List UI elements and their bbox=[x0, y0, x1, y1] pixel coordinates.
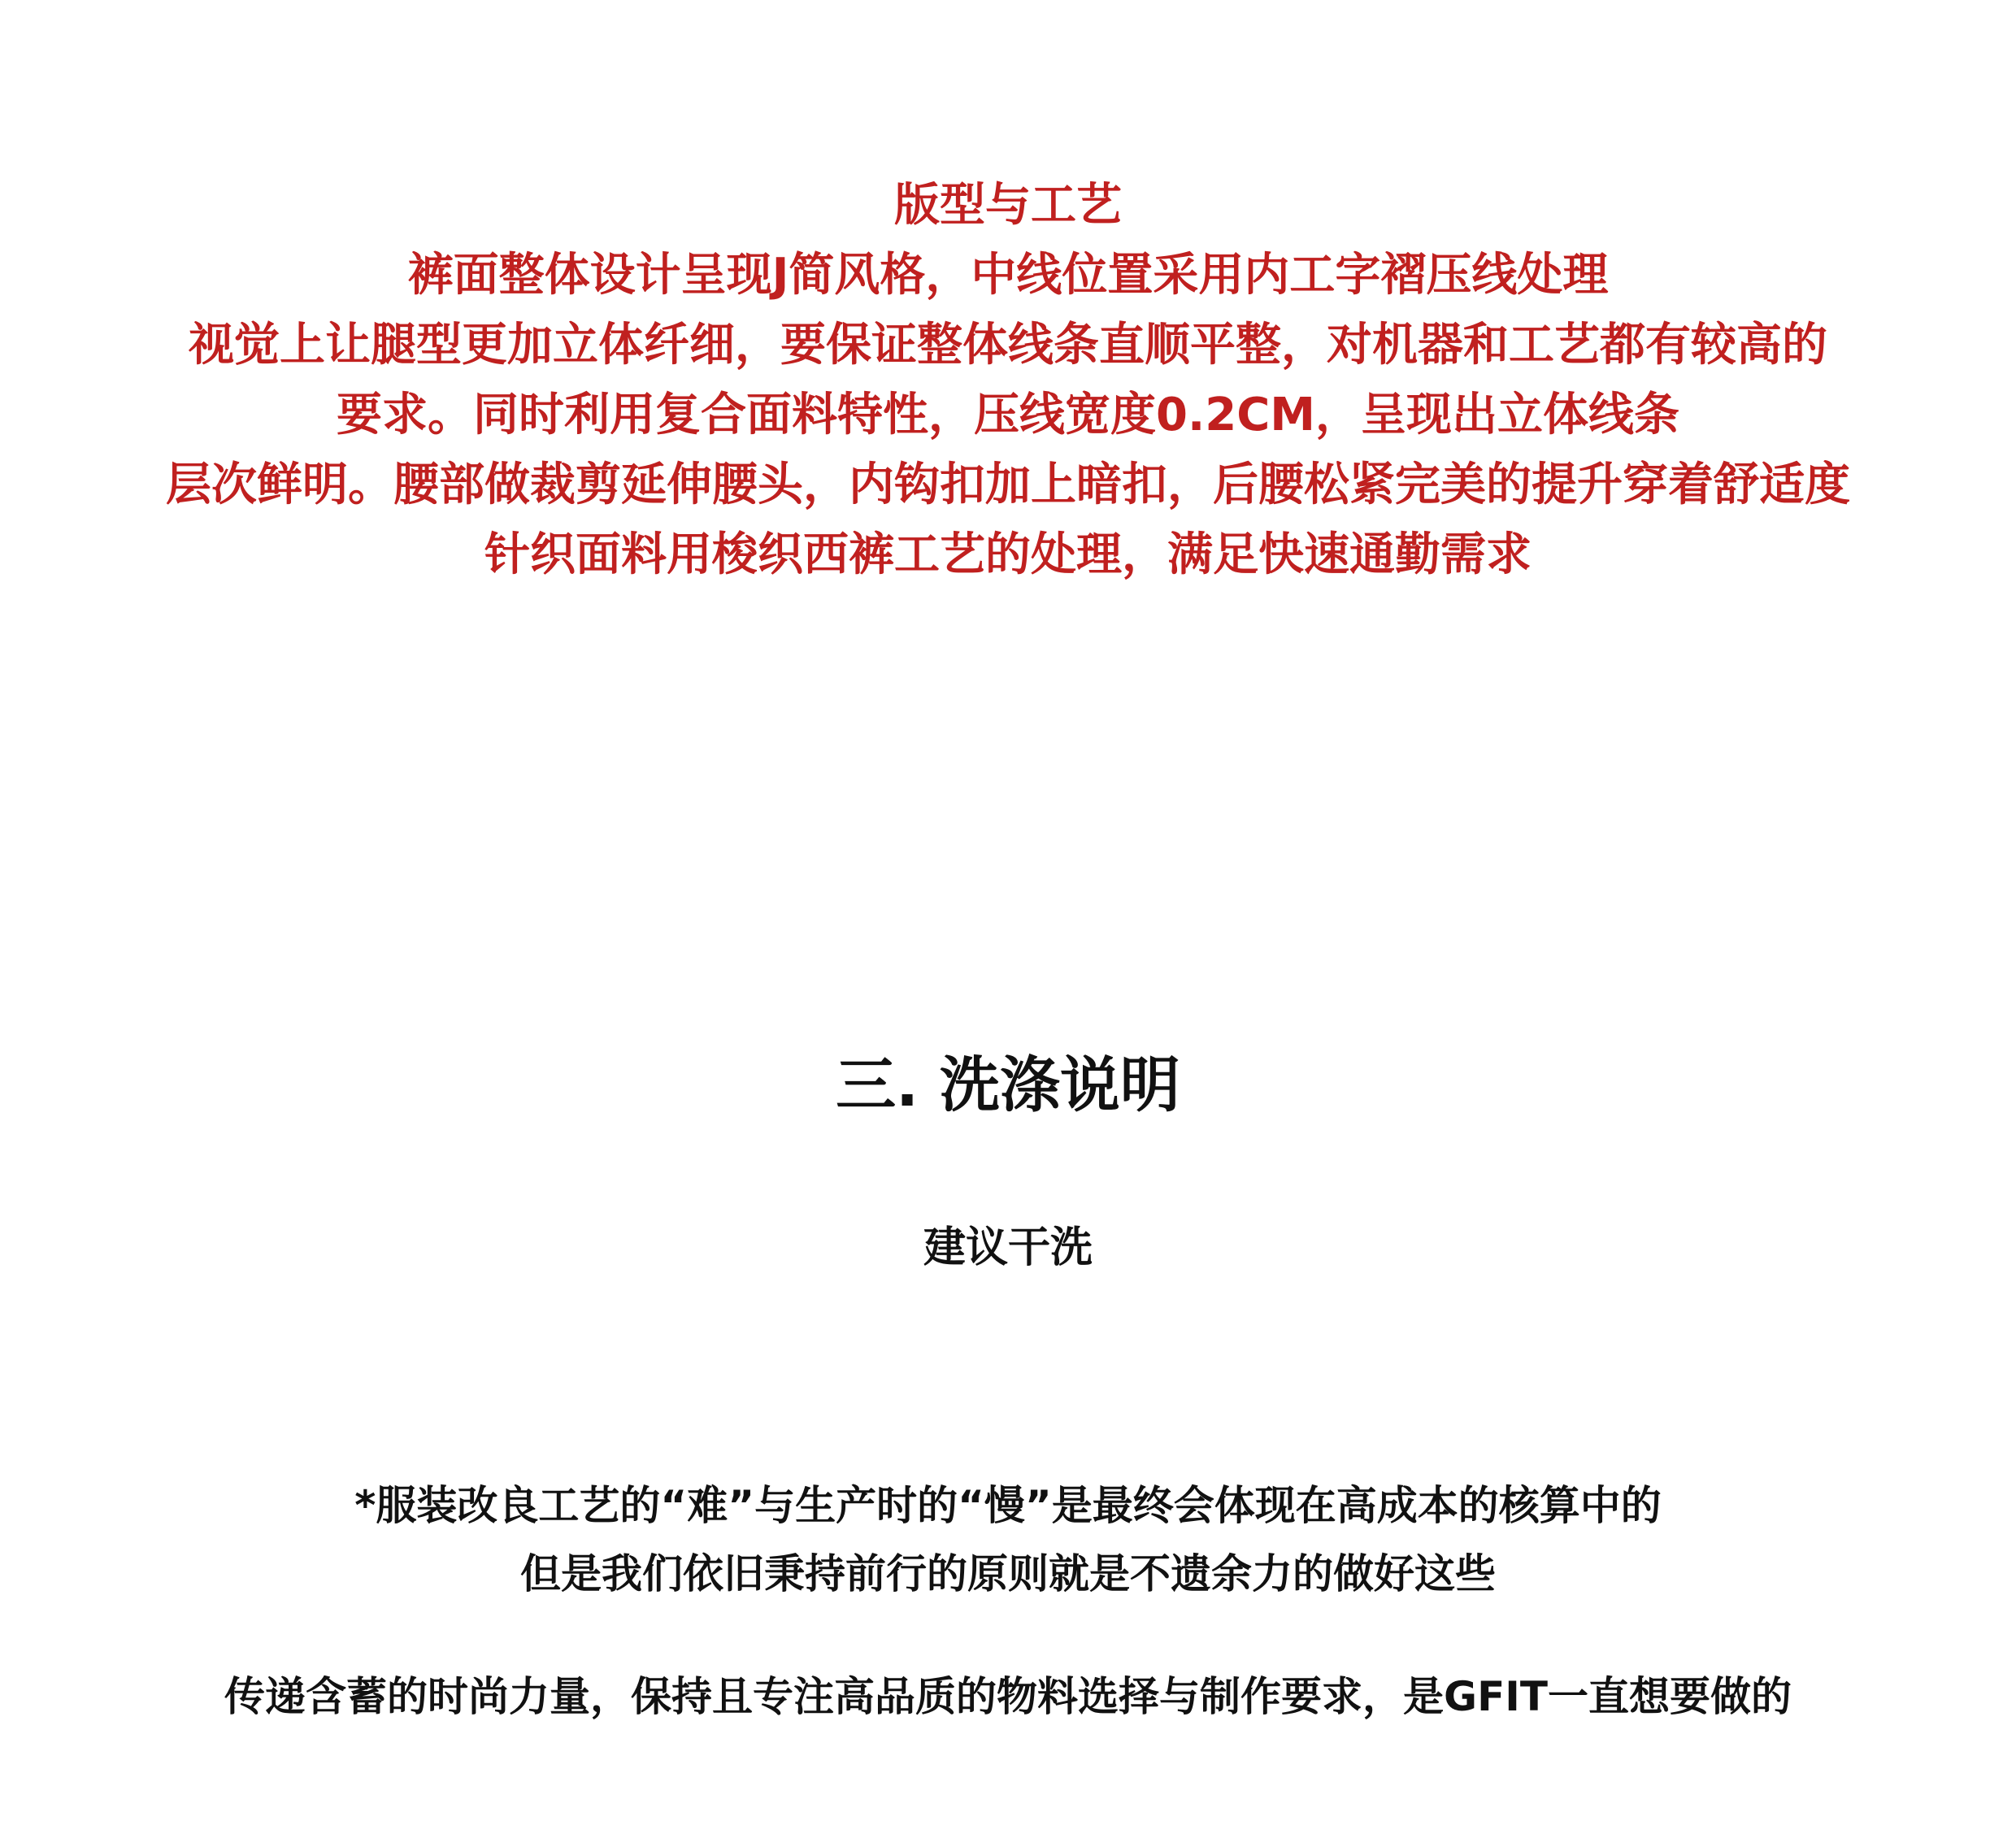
craft-line-2: 视觉上让腿型更加立体纤细，要保证整体线条直顺平整，对机器和工艺都有较高的 bbox=[189, 319, 1827, 372]
craft-title: 版型与工艺 bbox=[894, 179, 1122, 232]
wash-section-title: 三. 洗涤说明 bbox=[836, 1050, 1180, 1120]
wash-advice: 建议干洗 bbox=[923, 1223, 1093, 1272]
note-line-1: *服装改良工艺的“难”与生产时的“慢”是最终会体现在高成本的核算中的 bbox=[354, 1482, 1662, 1529]
note-line-2: 但是我们依旧秉持前行的原则就是不遗余力的做好这些 bbox=[520, 1550, 1496, 1597]
craft-line-4: 层次鲜明。腰部做裁剪延伸腰头，内钩扣加上暗扣，后腰松紧完美的提升穿着舒适度 bbox=[166, 459, 1850, 511]
craft-cost-note bbox=[0, 1471, 2016, 1608]
craft-line-3: 要求。同时利用复合面料特性，压线宽度0.2CM，呈现出立体线条 bbox=[336, 389, 1680, 441]
craft-line-1: 裤面整体设计呈现J简风格，中线位置采用内工字褶压线处理 bbox=[407, 249, 1609, 302]
brand-mission: 传递含蓄的时尚力量，保持且专注高品质的物料选择与制作要求，是GFIT一直想要做的 bbox=[224, 1673, 1792, 1720]
craft-line-5: 针织面料用梭织西裤工艺的处理，满足快速通勤需求 bbox=[484, 528, 1532, 581]
craft-section bbox=[0, 171, 2016, 590]
